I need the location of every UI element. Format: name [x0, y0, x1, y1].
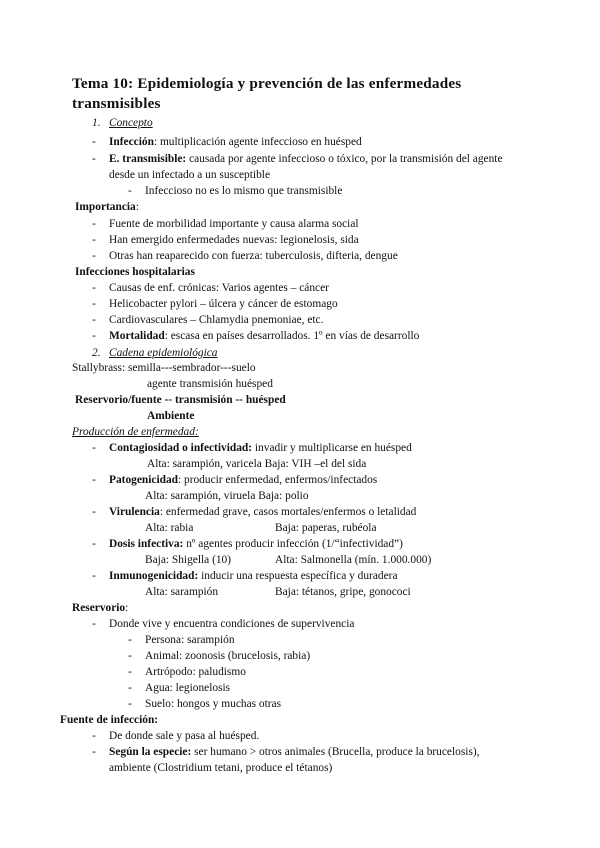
bullet-dash: -: [92, 618, 96, 630]
example-line: Alta: sarampión, viruela Baja: polio: [145, 490, 309, 502]
list-item: Donde vive y encuentra condiciones de supervivencia: [109, 618, 355, 630]
example-high: Alta: Salmonella (mín. 1.000.000): [275, 554, 432, 566]
list-item-inmunogenicidad: [109, 569, 398, 583]
bullet-dash: -: [92, 730, 96, 742]
term: Dosis infectiva:: [109, 538, 184, 550]
stallybrass-line: Stallybrass: semilla---sembrador---suelo: [72, 362, 256, 374]
list-item-e-transmisible: [109, 152, 503, 166]
definition: ser humano > otros animales (Brucella, produce la brucelosis),: [191, 746, 480, 758]
term: E. transmisible:: [109, 153, 187, 165]
term: Infección: [109, 136, 154, 148]
example-low: Baja: paperas, rubéola: [275, 522, 377, 534]
bullet-dash: -: [92, 538, 96, 550]
list-item-virulencia: [109, 505, 416, 519]
definition: nº agentes producir infección (1/“infectividad”): [183, 538, 403, 550]
definition: : escasa en países desarrollados. 1º en vías de desarrollo: [164, 330, 420, 342]
heading-colon: :: [135, 201, 139, 213]
bullet-dash: -: [92, 218, 96, 230]
bullet-dash: -: [128, 650, 132, 662]
heading-reservorio: [72, 601, 128, 615]
heading-text: Reservorio: [72, 602, 126, 614]
list-item-patogenicidad: [109, 473, 377, 487]
list-item: De donde sale y pasa al huésped.: [109, 730, 260, 742]
heading-produccion: Producción de enfermedad:: [72, 426, 199, 438]
list-item: Cardiovasculares – Chlamydia pnemoniae, etc.: [109, 314, 324, 326]
list-item-segun-especie: [109, 745, 480, 759]
list-item: Fuente de morbilidad importante y causa alarma social: [109, 218, 359, 230]
heading-colon: :: [125, 602, 129, 614]
sub-item: Suelo: hongos y muchas otras: [145, 698, 282, 710]
bullet-dash: -: [92, 234, 96, 246]
term: Patogenicidad: [109, 474, 178, 486]
definition: : enfermedad grave, casos mortales/enfermos o letalidad: [159, 506, 417, 518]
list-item-infeccion: [109, 135, 362, 149]
bullet-dash: -: [92, 298, 96, 310]
heading-importancia: [75, 200, 139, 214]
sub-item: Artrópodo: paludismo: [145, 666, 246, 678]
term: Virulencia: [109, 506, 160, 518]
bullet-dash: -: [92, 746, 96, 758]
ambiente: Ambiente: [147, 410, 195, 422]
definition: inducir una respuesta específica y duradera: [198, 570, 398, 582]
bullet-dash: -: [92, 506, 96, 518]
heading-fuente-de-infeccion: Fuente de infección:: [60, 714, 159, 726]
list-item: Causas de enf. crónicas: Varios agentes – cáncer: [109, 282, 329, 294]
bullet-dash: -: [128, 682, 132, 694]
list-item-contagiosidad: [109, 441, 412, 455]
bullet-dash: -: [92, 282, 96, 294]
bullet-dash: -: [128, 185, 132, 197]
list-item: Helicobacter pylori – úlcera y cáncer de estomago: [109, 298, 338, 310]
sub-item: Infeccioso no es lo mismo que transmisible: [145, 185, 343, 197]
bullet-dash: -: [128, 634, 132, 646]
term: Mortalidad: [109, 330, 165, 342]
section-number: 2.: [92, 347, 101, 359]
bullet-dash: -: [92, 153, 96, 165]
list-item-dosis-infectiva: [109, 537, 403, 551]
list-item-continuation: desde un infectado a un susceptible: [109, 169, 270, 181]
bullet-dash: -: [92, 330, 96, 342]
example-high: Alta: rabia: [145, 522, 194, 534]
sub-item: Persona: sarampión: [145, 634, 235, 646]
section-heading-concepto: Concepto: [109, 117, 153, 129]
list-item: Otras han reaparecido con fuerza: tuberculosis, difteria, dengue: [109, 250, 398, 262]
term: Contagiosidad o infectividad:: [109, 442, 253, 454]
bullet-dash: -: [92, 442, 96, 454]
definition: : producir enfermedad, enfermos/infectados: [177, 474, 378, 486]
bullet-dash: -: [128, 698, 132, 710]
page-title: Tema 10: Epidemiología y prevención de las enfermedades transmisibles: [72, 75, 462, 112]
term: Según la especie:: [109, 746, 192, 758]
section-heading-cadena: Cadena epidemiológica: [109, 347, 218, 359]
definition: causada por agente infeccioso o tóxico, por la transmisión del agente: [186, 153, 503, 165]
bullet-dash: -: [92, 314, 96, 326]
bullet-dash: -: [92, 136, 96, 148]
term: Inmunogenicidad:: [109, 570, 199, 582]
example-low: Baja: tétanos, gripe, gonococi: [275, 586, 411, 598]
sub-item: Agua: legionelosis: [145, 682, 231, 694]
stallybrass-line-2: agente transmisión huésped: [147, 378, 273, 390]
heading-text: Importancia: [75, 201, 136, 213]
list-item-mortalidad: [109, 329, 419, 343]
example-low: Baja: Shigella (10): [145, 554, 232, 566]
bullet-dash: -: [92, 250, 96, 262]
bullet-dash: -: [92, 474, 96, 486]
sub-item: Animal: zoonosis (brucelosis, rabia): [145, 650, 311, 662]
list-item-continuation: ambiente (Clostridium tetani, produce el tétanos): [109, 762, 333, 774]
definition: : multiplicación agente infeccioso en huésped: [153, 136, 362, 148]
heading-infecciones-hospitalarias: Infecciones hospitalarias: [75, 266, 195, 278]
definition: invadir y multiplicarse en huésped: [252, 442, 412, 454]
section-number: 1.: [92, 117, 101, 129]
example-high: Alta: sarampión: [145, 586, 219, 598]
reservorio-chain: Reservorio/fuente -- transmisión -- huésped: [75, 394, 286, 406]
list-item: Han emergido enfermedades nuevas: legionelosis, sida: [109, 234, 359, 246]
example-line: Alta: sarampión, varicela Baja: VIH –el del sida: [147, 458, 367, 470]
bullet-dash: -: [128, 666, 132, 678]
bullet-dash: -: [92, 570, 96, 582]
